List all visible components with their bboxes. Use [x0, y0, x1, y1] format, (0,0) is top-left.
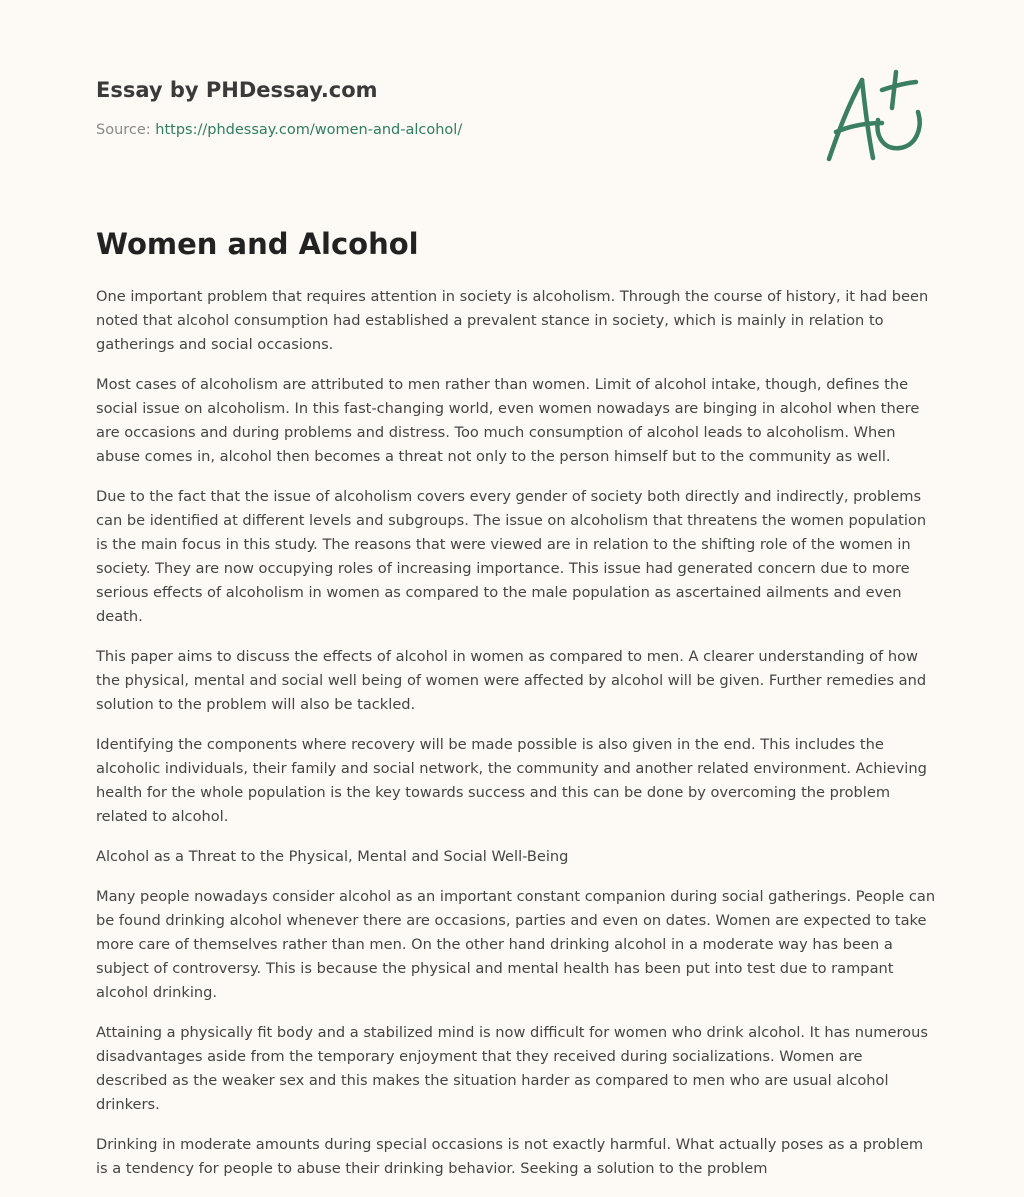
essay-paragraph: Identifying the components where recovery will be made possible is also given in the end. This includes the alcoholic individuals, their family and social network, the community and another related environment. Achieving health for the whole population is the key towards success and this can be done by overcoming the problem related to alcohol. [96, 736, 927, 825]
essay-paragraph: Drinking in moderate amounts during special occasions is not exactly harmful. What actually poses as a problem is a tendency for people to abuse their drinking behavior. Seeking a solution to the problem [96, 1136, 924, 1177]
essay-paragraph: This paper aims to discuss the effects of alcohol in women as compared to men. A clearer understanding of how the physical, mental and social well being of women were affected by alcohol will be given. Further remedies and solution to the problem will also be tackled. [96, 648, 927, 713]
a-plus-logo-icon [822, 68, 928, 164]
essay-paragraph: One important problem that requires attention in society is alcoholism. Through the course of history, it had been noted that alcohol consumption had established a prevalent stance in society, which is mainly in relation to gatherings and social occasions. [96, 288, 929, 353]
essay-header [96, 76, 796, 140]
essay-body [96, 285, 936, 1197]
essay-paragraph: Many people nowadays consider alcohol as an important constant companion during social gatherings. People can be found drinking alcohol whenever there are occasions, parties and even on dates. Women are expected to take more care of themselves rather than men. On the other hand drinking alcohol in a moderate way has been a subject of controversy. This is because the physical and mental health has been put into test due to rampant alcohol drinking. [96, 888, 936, 1001]
source-link[interactable]: https://phdessay.com/women-and-alcohol/ [155, 122, 463, 138]
source-label: Source: [96, 122, 151, 138]
essay-paragraph: Due to the fact that the issue of alcoholism covers every gender of society both directly and indirectly, problems can be identified at different levels and subgroups. The issue on alcoholism that threatens the women population is the main focus in this study. The reasons that were viewed are in relation to the shifting role of the women in society. They are now occupying roles of increasing importance. This issue had generated concern due to more serious effects of alcoholism in women as compared to the male population as ascertained ailments and even death. [96, 488, 927, 625]
brand-title: Essay by PHDessay.com [96, 78, 378, 102]
section-heading: Alcohol as a Threat to the Physical, Mental and Social Well-Being [96, 848, 569, 865]
essay-paragraph: Attaining a physically fit body and a stabilized mind is now difficult for women who drink alcohol. It has numerous disadvantages aside from the temporary enjoyment that they received during socializations. Women are described as the weaker sex and this makes the situation harder as compared to men who are usual alcohol drinkers. [96, 1024, 928, 1113]
essay-paragraph: Most cases of alcoholism are attributed to men rather than women. Limit of alcohol intake, though, defines the social issue on alcoholism. In this fast-changing world, even women nowadays are binging in alcohol when there are occasions and during problems and distress. Too much consumption of alcohol leads to alcoholism. When abuse comes in, alcohol then becomes a threat not only to the person himself but to the community as well. [96, 376, 920, 465]
source-line [96, 120, 796, 140]
essay-title: Women and Alcohol [96, 227, 419, 261]
